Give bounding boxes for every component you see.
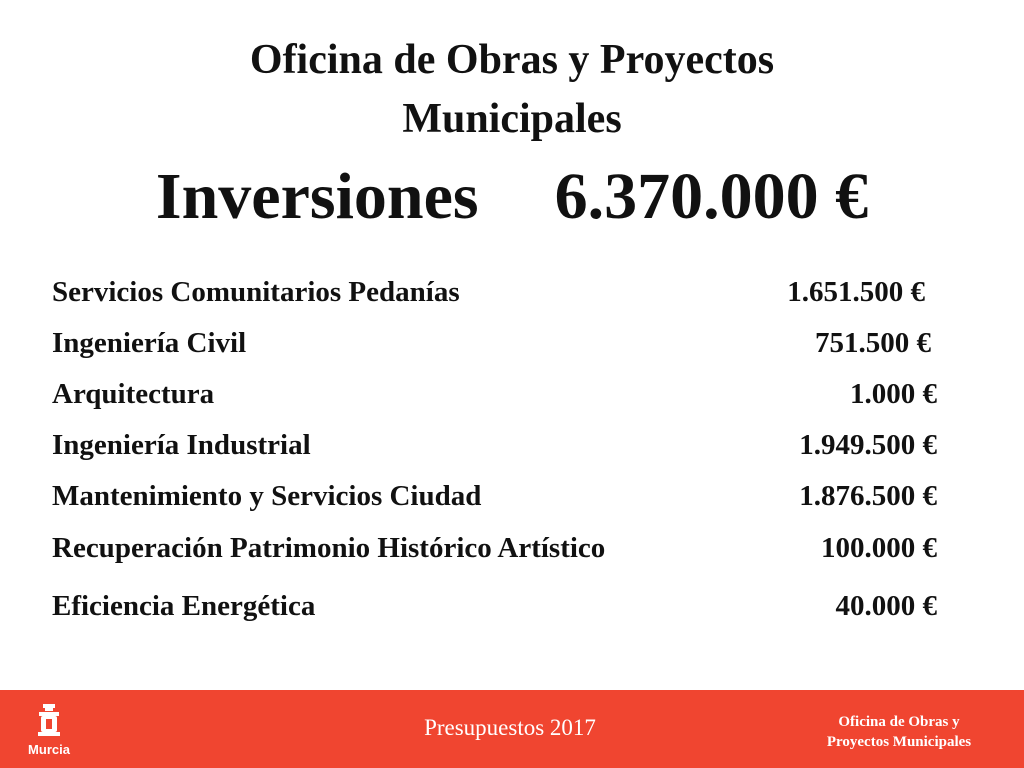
budget-row-value: 1.949.500 € [799,429,937,461]
investment-headline [0,160,1024,234]
budget-row-value: 1.876.500 € [799,480,937,512]
footer-budget-label: Presupuestos 2017 [424,715,596,740]
footer-office-line-2: Proyectos Municipales [826,734,972,750]
budget-row-label: Servicios Comunitarios Pedanías [52,276,460,308]
budget-row-value: 1.651.500 € [787,276,925,308]
budget-row [52,478,937,514]
page-title-line-1: Oficina de Obras y Proyectos [249,37,775,83]
footer-office-name [804,712,994,752]
budget-row-label: Mantenimiento y Servicios Ciudad [52,480,482,512]
page-title-line-2: Municipales [402,96,622,142]
budget-row-label: Ingeniería Industrial [52,429,311,461]
budget-row [52,325,937,361]
murcia-crest-logo [26,702,72,758]
footer-office-line-1: Oficina de Obras y [838,714,960,730]
budget-row-label: Arquitectura [52,378,215,410]
headline-label: Inversiones [155,160,479,233]
budget-row [52,274,937,310]
budget-row-value: 751.500 € [815,327,931,359]
footer-bar [0,690,1024,768]
budget-row [52,588,937,624]
budget-row-label: Recuperación Patrimonio Histórico Artístico [52,532,606,564]
logo-text: Murcia [28,742,70,757]
budget-row-label: Ingeniería Civil [52,327,247,359]
budget-row [52,530,937,566]
budget-row-value: 100.000 € [821,532,937,564]
headline-amount: 6.370.000 € [554,160,869,233]
budget-row-value: 40.000 € [835,590,937,622]
budget-row [52,376,937,412]
budget-row [52,427,937,463]
budget-row-value: 1.000 € [850,378,937,410]
budget-row-label: Eficiencia Energética [52,590,316,622]
